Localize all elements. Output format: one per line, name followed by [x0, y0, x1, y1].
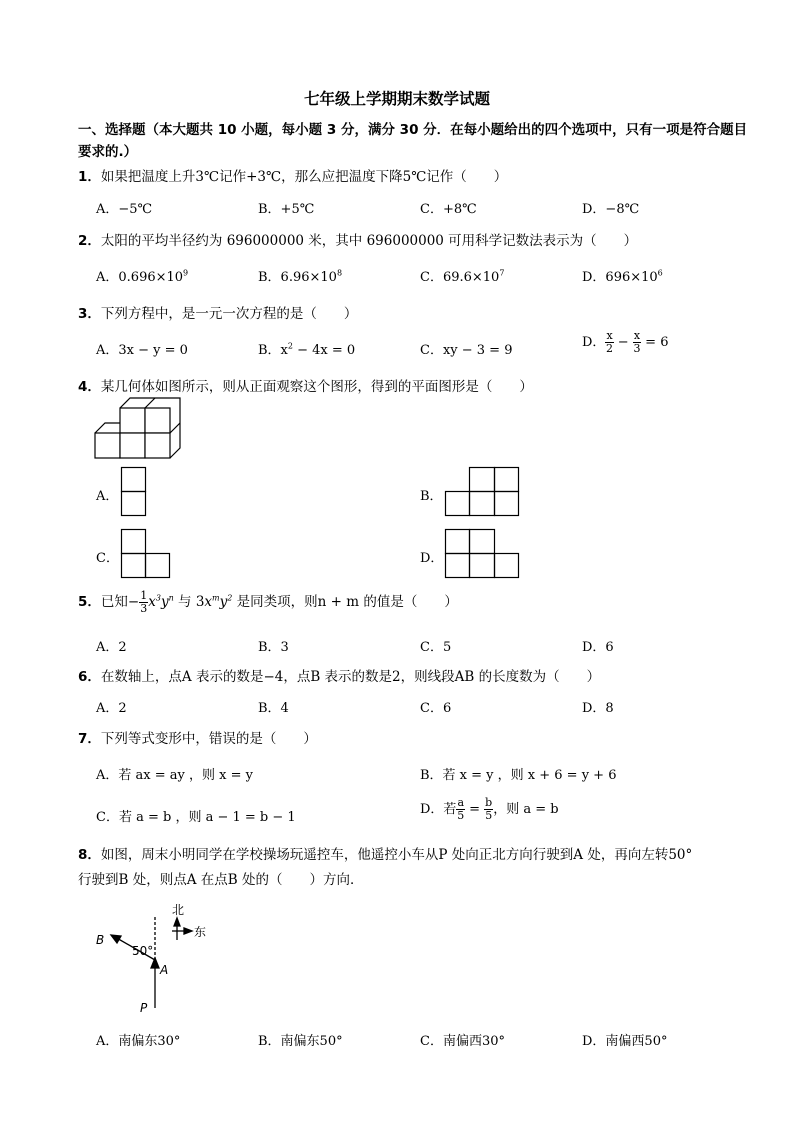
- question-8: [78, 843, 692, 863]
- option-text: A．0.696×10: [96, 270, 184, 285]
- question-8-line2: 行驶到B 处，则点A 在点B 处的（ ）方向．: [78, 872, 364, 888]
- exponent: 8: [336, 268, 343, 278]
- q4-option-c: C．: [96, 551, 119, 566]
- question-number: 7．: [78, 731, 101, 747]
- point-a-label: A: [160, 963, 169, 977]
- option-b-shape: [445, 467, 521, 517]
- question-text: 在数轴上，点A 表示的数是−4，点B 表示的数是2，则线段AB 的长度数为（ ）: [100, 669, 601, 685]
- question-2: [78, 229, 637, 249]
- question-text: 与: [178, 594, 192, 610]
- q3-option-c: C．xy − 3 = 9: [420, 343, 513, 358]
- question-text: 某几何体如图所示，则从正面观察这个图形，得到的平面图形是（ ）: [100, 379, 533, 395]
- question-number: 6．: [78, 669, 101, 685]
- q4-option-b: B．: [420, 489, 443, 504]
- page-title: 七年级上学期期末数学试题: [303, 90, 490, 108]
- question-text: 下列等式变形中，错误的是（ ）: [100, 731, 317, 747]
- q6-option-a: A．2: [96, 701, 127, 716]
- question-text: 下列方程中，是一元一次方程的是（ ）: [100, 306, 358, 322]
- math-expression: $x^my^2$: [204, 593, 233, 610]
- q7-option-b: B．若 x = y ，则 x + 6 = y + 6: [420, 768, 617, 783]
- question-text: 已知: [100, 594, 128, 610]
- point-p-label: P: [140, 1001, 148, 1015]
- question-3: [78, 302, 357, 322]
- q3-option-b: [258, 339, 355, 358]
- east-label: 东: [194, 925, 207, 939]
- q7-option-d: D．若 $\frac{a}{5}$ = $\frac{b}{5}$ ，则 a = b: [420, 796, 559, 822]
- exponent: 9: [183, 268, 189, 278]
- fraction: $\frac{a}{5}$: [457, 796, 465, 822]
- option-text: B．x: [258, 343, 288, 358]
- question-number: 5．: [78, 594, 101, 610]
- question-1: [78, 165, 507, 185]
- point-b-label: B: [96, 933, 105, 947]
- fraction: $\frac{b}{5}$: [485, 796, 493, 822]
- question-text: 太阳的平均半径约为 696000000 米，其中 696000000 可用科学记数法表示为（ ）: [100, 233, 638, 249]
- q5-option-a: A．2: [96, 640, 127, 655]
- q4-option-d: D．: [420, 551, 444, 566]
- q8-option-d: D．南偏西50°: [582, 1034, 668, 1049]
- q2-option-b: [258, 266, 342, 285]
- q7-option-c: C．若 a = b ，则 a − 1 = b − 1: [96, 810, 296, 825]
- option-text: D．696×10: [582, 270, 658, 285]
- question-text: 是同类项，则n + m 的值是（ ）: [236, 594, 458, 610]
- option-text: D．: [582, 335, 606, 350]
- option-c-shape: [121, 529, 173, 579]
- q8-option-b: B．南偏东50°: [258, 1034, 343, 1049]
- question-number: 1．: [78, 169, 101, 185]
- option-text: B．6.96×10: [258, 270, 337, 285]
- option-text: = 6: [641, 335, 669, 350]
- option-text: − 4x = 0: [292, 343, 356, 358]
- q2-option-d: [582, 266, 663, 285]
- exponent: 7: [499, 268, 505, 278]
- question-text: 如图，周末小明同学在学校操场玩遥控车，他遥控小车从P 处向正北方向行驶到A 处，再向左转50°: [100, 847, 693, 863]
- q2-option-a: [96, 266, 188, 285]
- question-4: [78, 375, 533, 395]
- fraction: $\frac{x}{2}$: [606, 329, 614, 355]
- q1-option-d: D．−8℃: [582, 202, 640, 217]
- fraction: $\frac{1}{3}$: [140, 589, 148, 615]
- question-number: 8．: [78, 847, 101, 863]
- q6-option-b: B．4: [258, 701, 289, 716]
- angle-label: 50°: [132, 944, 154, 958]
- fraction: $\frac{x}{3}$: [633, 329, 641, 355]
- q1-option-a: A．−5℃: [96, 202, 153, 217]
- q6-option-d: D．8: [582, 701, 614, 716]
- math-expression: $x^3y^n$: [148, 593, 174, 610]
- q6-option-c: C．6: [420, 701, 452, 716]
- q1-option-b: B．+5℃: [258, 202, 315, 217]
- option-text: D．若: [420, 802, 457, 817]
- question-5: 5．已知− $\frac{1}{3}$ $x^3y^n$ 与 $3x^my^2$ 是同类项，则n + m 的值是（ ）: [78, 589, 458, 615]
- q5-option-d: D．6: [582, 640, 614, 655]
- question-number: 3．: [78, 306, 101, 322]
- q5-option-b: B．3: [258, 640, 289, 655]
- north-label: 北: [172, 903, 185, 917]
- question-number: 4．: [78, 379, 101, 395]
- q3-option-a: A．3x − y = 0: [96, 343, 188, 358]
- question-6: [78, 665, 600, 685]
- solid-figure: [95, 398, 185, 462]
- option-d-shape: [445, 529, 521, 579]
- q4-option-a: A．: [96, 489, 119, 504]
- q8-option-c: C．南偏西30°: [420, 1034, 505, 1049]
- q1-option-c: C．+8℃: [420, 202, 477, 217]
- question-7: [78, 727, 317, 747]
- question-number: 2．: [78, 233, 101, 249]
- q2-option-c: [420, 266, 504, 285]
- q7-option-a: A．若 ax = ay ，则 x = y: [96, 768, 253, 783]
- direction-figure: [90, 900, 220, 1018]
- option-text: C．69.6×10: [420, 270, 500, 285]
- q3-option-d: D． $\frac{x}{2}$ − $\frac{x}{3}$ = 6: [582, 329, 669, 355]
- q5-option-c: C．5: [420, 640, 452, 655]
- option-text: ，则 a = b: [493, 802, 559, 817]
- exponent: 6: [657, 268, 663, 278]
- option-a-shape: [121, 467, 147, 517]
- question-text: 如果把温度上升3℃记作+3℃，那么应把温度下降5℃记作（ ）: [100, 169, 508, 185]
- q8-option-a: A．南偏东30°: [96, 1034, 181, 1049]
- exponent: 2: [287, 341, 293, 351]
- section-heading: 一、选择题（本大题共 10 小题，每小题 3 分，满分 30 分．在每小题给出的四个选项中，只有一项是符合题目要求的.）: [78, 122, 748, 160]
